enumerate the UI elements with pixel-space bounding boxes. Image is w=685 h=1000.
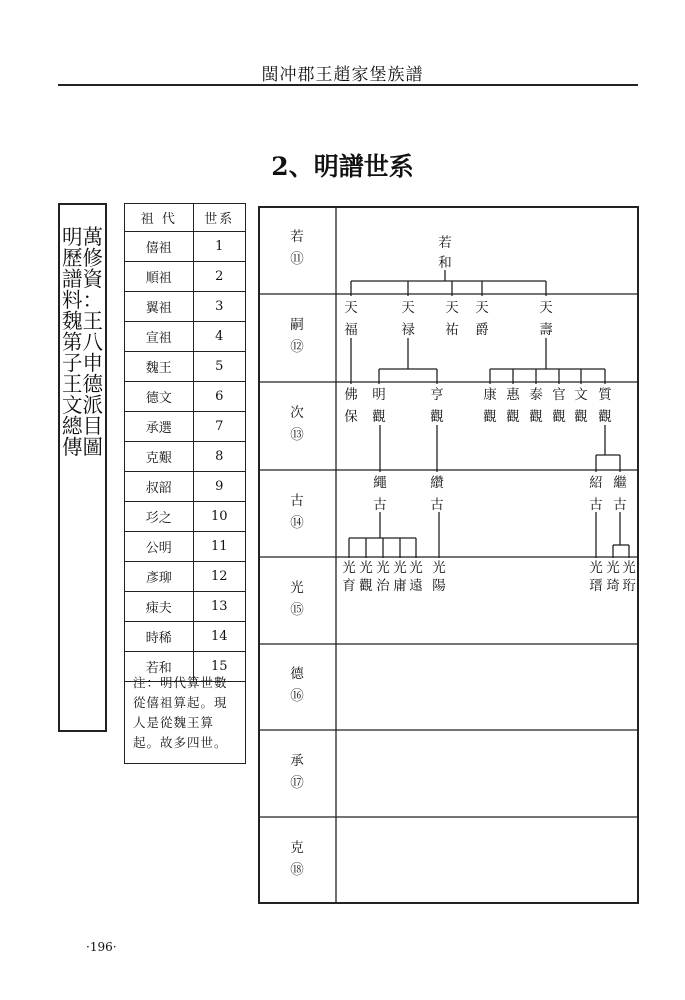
- person-tianyou: [444, 297, 460, 341]
- generation-char: 光: [290, 579, 304, 596]
- person-name: 惠觀: [506, 387, 520, 425]
- person-name: 文觀: [574, 387, 588, 425]
- ancestor-name-cell: 魏王: [125, 352, 194, 382]
- generation-char: 嗣: [290, 317, 304, 333]
- person-name: 天福: [344, 300, 358, 338]
- person-guanguan: [551, 384, 567, 428]
- generation-number: ⑭: [290, 514, 304, 531]
- person-wenguan: [573, 384, 589, 428]
- person-name: 官觀: [552, 387, 566, 425]
- person-tianfu: [343, 297, 359, 341]
- ancestor-name-cell: 彥珋: [125, 562, 194, 592]
- person-name: 若和: [438, 235, 452, 271]
- person-name: 光瑨: [589, 560, 603, 594]
- person-name: 光觀: [359, 560, 373, 594]
- person-shaogu: [588, 472, 604, 516]
- generation-number-cell: 3: [193, 292, 245, 322]
- ancestor-name-cell: 公明: [125, 532, 194, 562]
- generation-number-cell: 5: [193, 352, 245, 382]
- generation-col-header: 世系: [193, 204, 245, 232]
- person-name: 天爵: [475, 300, 489, 338]
- ancestor-name-cell: 克艱: [125, 442, 194, 472]
- person-guangzhi: [375, 559, 391, 595]
- vertical-title: 明萬歷修譜資料：魏王第八子申王德文派總目傳圖: [62, 225, 103, 459]
- generation-char: 承: [290, 752, 304, 769]
- person-guangjin: [588, 559, 604, 595]
- ancestor-name-cell: 叔韶: [125, 472, 194, 502]
- generation-number-cell: 10: [193, 502, 245, 532]
- person-guangqi: [605, 559, 621, 595]
- ancestor-name-cell: 時稀: [125, 622, 194, 652]
- generation-number-cell: 11: [193, 532, 245, 562]
- person-name: 光琦: [606, 560, 620, 594]
- generation-number-cell: 13: [193, 592, 245, 622]
- person-name: 質觀: [598, 387, 612, 425]
- person-hengguan: [429, 384, 445, 428]
- person-name: 天禄: [401, 300, 415, 338]
- header-title: 閩冲郡王趙家堡族譜: [261, 65, 424, 85]
- generation-number: ⑪: [290, 251, 304, 267]
- generation-number-cell: 4: [193, 322, 245, 352]
- generation-number-cell: 8: [193, 442, 245, 472]
- person-huiguan: [505, 384, 521, 428]
- person-name: 光治: [376, 560, 390, 594]
- person-tianjue: [474, 297, 490, 341]
- ancestor-name-cell: 承選: [125, 412, 194, 442]
- person-taiguan: [528, 384, 544, 428]
- person-name: 光遠: [409, 560, 423, 594]
- person-name: 明觀: [372, 387, 386, 425]
- person-guangyong: [392, 559, 408, 595]
- person-jigu: [612, 472, 628, 516]
- ancestor-name-cell: 㾊夫: [125, 592, 194, 622]
- person-name: 光育: [342, 560, 356, 594]
- section-title: 2、明譜世系: [271, 152, 414, 181]
- person-fobao: [343, 384, 359, 428]
- ancestor-name-cell: 若和: [125, 652, 194, 682]
- ancestor-name-cell: 宣祖: [125, 322, 194, 352]
- generation-number: ⑰: [290, 774, 304, 791]
- person-shenggu: [372, 472, 388, 516]
- person-zhiguan: [597, 384, 613, 428]
- person-name: 泰觀: [529, 387, 543, 425]
- person-name: 光陽: [432, 560, 446, 594]
- person-name: 康觀: [483, 387, 497, 425]
- generation-char: 克: [290, 839, 304, 856]
- generation-number-cell: 12: [193, 562, 245, 592]
- person-kangguan: [482, 384, 498, 428]
- person-name: 佛保: [344, 387, 358, 425]
- person-name: 紹古: [589, 475, 603, 513]
- generation-number-cell: 6: [193, 382, 245, 412]
- generation-char: 若: [290, 229, 304, 245]
- generation-number: ⑯: [290, 688, 304, 704]
- generation-char: 古: [290, 492, 304, 509]
- ancestor-name-cell: 翼祖: [125, 292, 194, 322]
- generation-number-cell: 9: [193, 472, 245, 502]
- generation-char: 德: [290, 666, 304, 682]
- person-guangyu: [341, 559, 357, 595]
- generation-char: 次: [290, 405, 304, 421]
- person-name: 光庸: [393, 560, 407, 594]
- person-name: 亨觀: [430, 387, 444, 425]
- person-guangyuan: [408, 559, 424, 595]
- generation-number: ⑱: [290, 861, 304, 878]
- person-guangyi: [621, 559, 637, 595]
- person-guangguan: [358, 559, 374, 595]
- person-name: 光珩: [622, 560, 636, 594]
- page-number: ·196·: [86, 940, 117, 954]
- person-ruohe: [437, 233, 453, 273]
- generation-number-cell: 1: [193, 232, 245, 262]
- generation-number-cell: 14: [193, 622, 245, 652]
- person-name: 天壽: [539, 300, 553, 338]
- ancestor-name-cell: 德文: [125, 382, 194, 412]
- generation-number-cell: 2: [193, 262, 245, 292]
- person-name: 繼古: [613, 475, 627, 513]
- generation-number: ⑬: [290, 427, 304, 443]
- person-name: 纘古: [430, 475, 444, 513]
- person-guangyang: [431, 559, 447, 595]
- generation-number-cell: 15: [193, 652, 245, 682]
- ancestor-name-cell: 順祖: [125, 262, 194, 292]
- generation-number: ⑮: [290, 601, 304, 618]
- table-note: 注：明代算世數從僖祖算起。現人是從魏王算起。故多四世。: [124, 670, 246, 764]
- person-tianlu: [400, 297, 416, 341]
- person-mingguan: [371, 384, 387, 428]
- ancestor-name-cell: 僖祖: [125, 232, 194, 262]
- generation-number: ⑫: [290, 339, 304, 355]
- generation-number-cell: 7: [193, 412, 245, 442]
- ancestor-col-header: 祖 代: [125, 204, 194, 232]
- ancestor-name-cell: 㣉之: [125, 502, 194, 532]
- person-tianshou: [538, 297, 554, 341]
- person-xugu: [429, 472, 445, 516]
- person-name: 天祐: [445, 300, 459, 338]
- person-name: 繩古: [373, 475, 387, 513]
